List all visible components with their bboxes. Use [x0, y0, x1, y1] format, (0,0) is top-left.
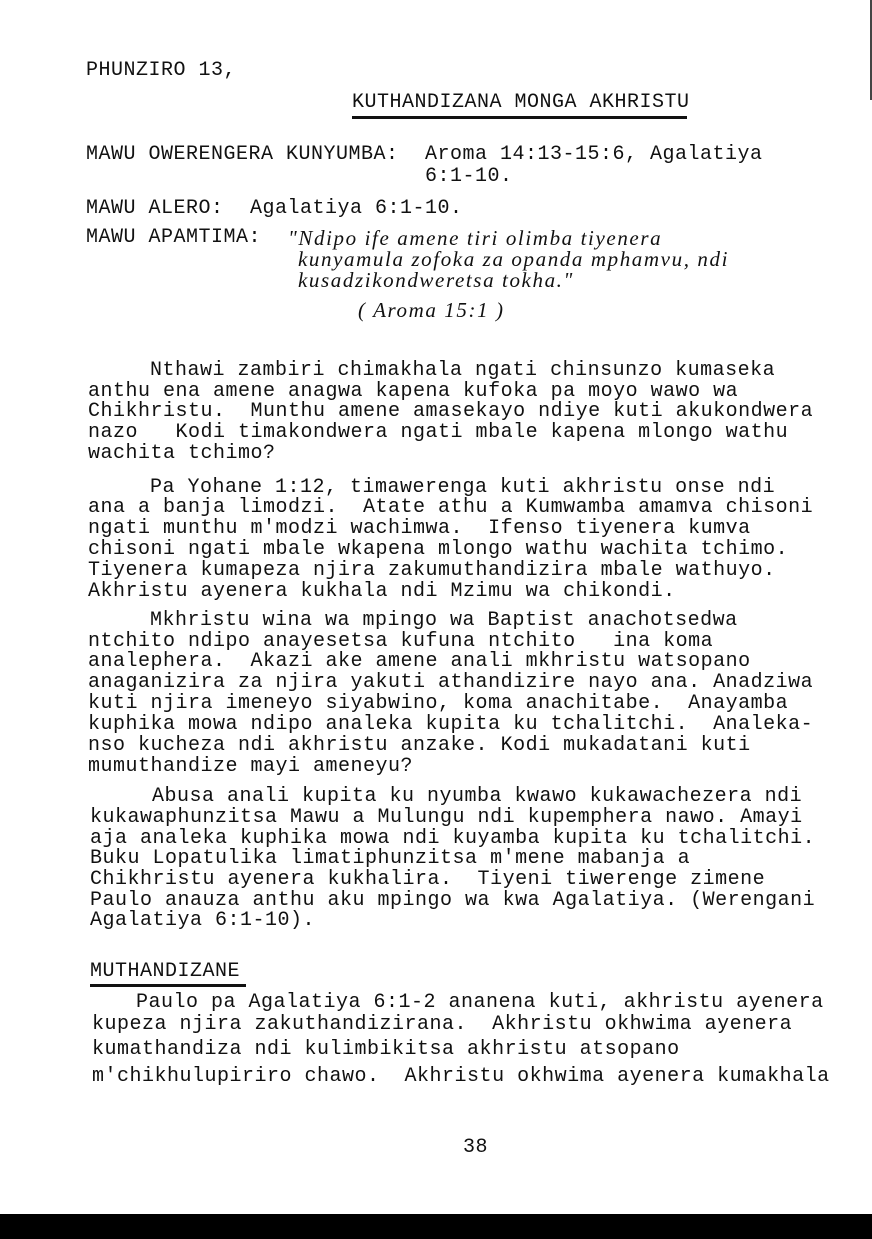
- section-heading-underline: [90, 984, 246, 987]
- paragraph-line: kuphika mowa ndipo analeka kupita ku tchalitchi. Analeka-: [88, 713, 814, 736]
- paragraph-line: Paulo anauza anthu aku mpingo wa kwa Agalatiya. (Werengani: [90, 889, 816, 912]
- paragraph-line: wachita tchimo?: [88, 442, 276, 465]
- paragraph-line: kupeza njira zakuthandizirana. Akhristu okhwima ayenera: [92, 1013, 793, 1036]
- page-title: KUTHANDIZANA MONGA AKHRISTU: [352, 91, 690, 114]
- paragraph-line: kumathandiza ndi kulimbikitsa akhristu atsopano: [92, 1038, 680, 1061]
- paragraph-line: analephera. Akazi ake amene anali mkhristu watsopano: [88, 650, 751, 673]
- home-reading-line: 6:1-10.: [425, 165, 513, 188]
- lesson-number: PHUNZIRO 13,: [86, 59, 237, 82]
- paragraph-line: ngati munthu m'modzi wachimwa. Ifenso tiyenera kumva: [88, 517, 751, 540]
- lesson-reading-label: MAWU ALERO:: [86, 197, 224, 220]
- paragraph-line: anthu ena amene anagwa kapena kufoka pa moyo wawo wa: [88, 380, 739, 403]
- paragraph-line: kuti njira imeneyo siyabwino, koma anachitabe. Anayamba: [88, 692, 789, 715]
- paragraph-line: Buku Lopatulika limatiphunzitsa m'mene mabanja a: [90, 847, 691, 870]
- paragraph-line: m'chikhulupiriro chawo. Akhristu okhwima ayenera kumakhala: [92, 1065, 830, 1088]
- scan-bottom-band: [0, 1214, 872, 1239]
- memory-verse-line: "Ndipo ife amene tiri olimba tiyenera: [288, 226, 663, 250]
- paragraph-line: ana a banja limodzi. Atate athu a Kumwamba amamva chisoni: [88, 496, 814, 519]
- memory-verse-label: MAWU APAMTIMA:: [86, 226, 262, 249]
- paragraph-line: Abusa anali kupita ku nyumba kwawo kukawachezera ndi: [152, 785, 803, 808]
- paragraph-line: aja analeka kuphika mowa ndi kuyamba kupita ku tchalitchi.: [90, 827, 816, 850]
- paragraph-line: Agalatiya 6:1-10).: [90, 909, 316, 932]
- paragraph-line: Chikhristu. Munthu amene amasekayo ndiye kuti akukondwera: [88, 400, 814, 423]
- paragraph-line: Paulo pa Agalatiya 6:1-2 ananena kuti, akhristu ayenera: [136, 991, 824, 1014]
- paragraph-line: nazo Kodi timakondwera ngati mbale kapena mlongo wathu: [88, 421, 789, 444]
- memory-verse-reference: ( Aroma 15:1 ): [358, 298, 505, 322]
- paragraph-line: Nthawi zambiri chimakhala ngati chinsunzo kumaseka: [150, 359, 776, 382]
- home-reading-label: MAWU OWERENGERA KUNYUMBA:: [86, 143, 399, 166]
- paragraph-line: mumuthandize mayi ameneyu?: [88, 755, 414, 778]
- memory-verse-line: kusadzikondweretsa tokha.": [298, 268, 574, 292]
- paragraph-line: Pa Yohane 1:12, timawerenga kuti akhristu onse ndi: [150, 476, 776, 499]
- paragraph-line: Akhristu ayenera kukhala ndi Mzimu wa chikondi.: [88, 580, 676, 603]
- paragraph-line: kukawaphunzitsa Mawu a Mulungu ndi kupemphera nawo. Amayi: [90, 806, 803, 829]
- memory-verse-line: kunyamula zofoka za opanda mphamvu, ndi: [298, 247, 730, 271]
- paragraph-line: ntchito ndipo anayesetsa kufuna ntchito ina koma: [88, 630, 714, 653]
- home-reading-line: Aroma 14:13-15:6, Agalatiya: [425, 143, 763, 166]
- paragraph-line: chisoni ngati mbale wkapena mlongo wathu wachita tchimo.: [88, 538, 789, 561]
- page-number: 38: [463, 1136, 489, 1159]
- paragraph-line: Chikhristu ayenera kukhalira. Tiyeni tiwerenge zimene: [90, 868, 766, 891]
- paragraph-line: nso kucheza ndi akhristu anzake. Kodi mukadatani kuti: [88, 734, 751, 757]
- lesson-reading-value: Agalatiya 6:1-10.: [250, 197, 463, 220]
- paragraph-line: anaganizira za njira yakuti athandizire nayo ana. Anadziwa: [88, 671, 814, 694]
- title-underline: [352, 116, 687, 119]
- paragraph-line: Tiyenera kumapeza njira zakumuthandizira mbale wathuyo.: [88, 559, 776, 582]
- paragraph-line: Mkhristu wina wa mpingo wa Baptist anachotsedwa: [150, 609, 738, 632]
- section-heading: MUTHANDIZANE: [90, 960, 241, 983]
